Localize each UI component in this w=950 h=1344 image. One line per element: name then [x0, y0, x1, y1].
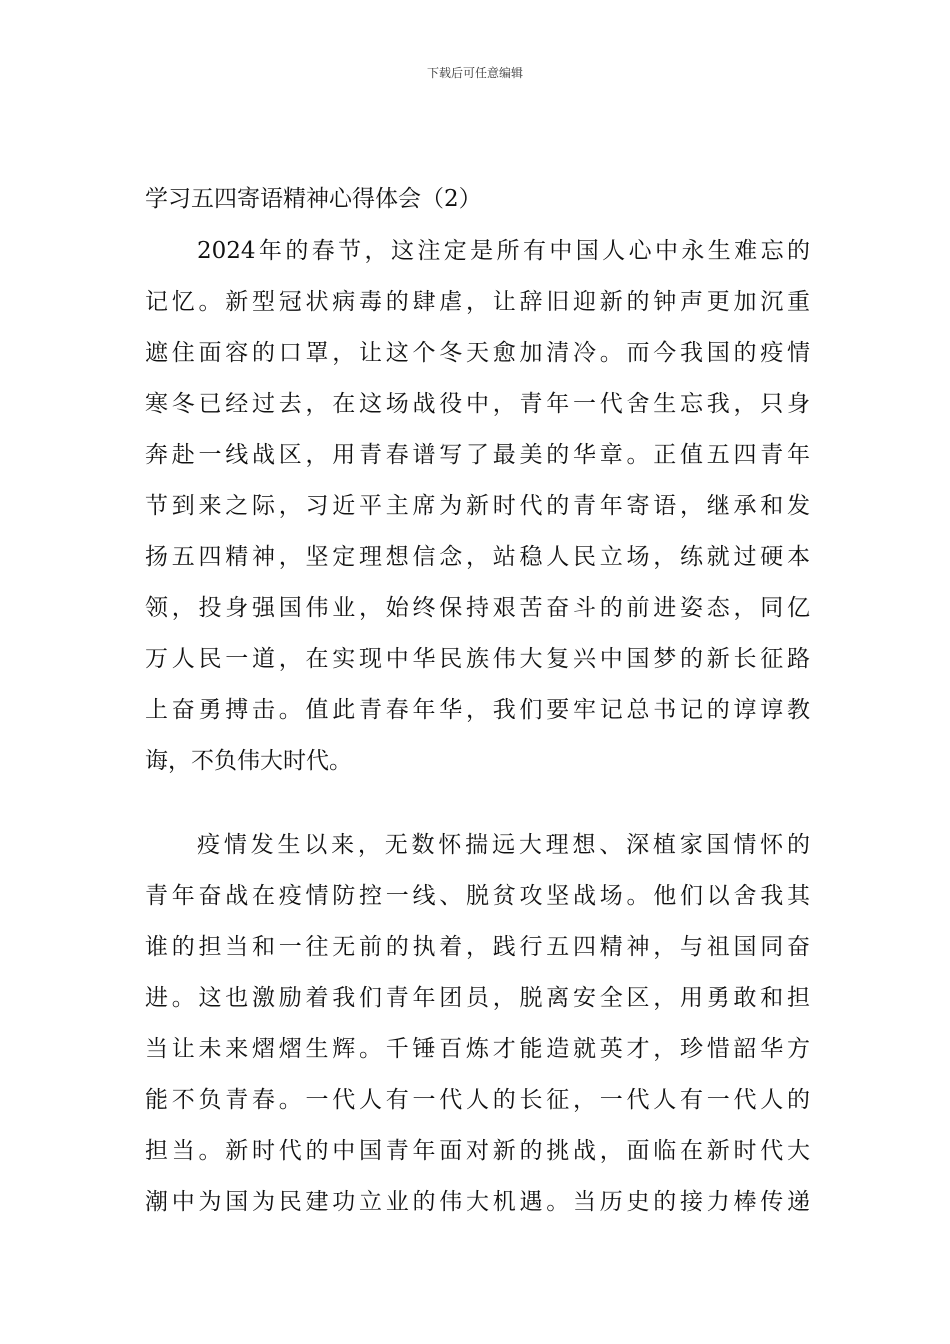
paragraph-line: 遮住面容的口罩，让这个冬天愈加清冷。而今我国的疫情: [145, 340, 810, 366]
paragraph-line: 寒冬已经过去，在这场战役中，青年一代舍生忘我，只身: [145, 391, 810, 417]
document-title: 学习五四寄语精神心得体会（2）: [145, 186, 482, 212]
paragraph-line: 能不负青春。一代人有一代人的长征，一代人有一代人的: [145, 1087, 810, 1113]
paragraph-line: 担当。新时代的中国青年面对新的挑战，面临在新时代大: [145, 1138, 810, 1164]
paragraph-line: 节到来之际，习近平主席为新时代的青年寄语，继承和发: [145, 493, 810, 519]
page-header: 下载后可任意编辑: [426, 66, 523, 80]
paragraph-line: 扬五四精神，坚定理想信念，站稳人民立场，练就过硬本: [145, 544, 810, 570]
paragraph-line: 当让未来熠熠生辉。千锤百炼才能造就英才，珍惜韶华方: [145, 1036, 810, 1062]
paragraph-line: 进。这也激励着我们青年团员，脱离安全区，用勇敢和担: [145, 985, 810, 1011]
paragraph-line: 上奋勇搏击。值此青春年华，我们要牢记总书记的谆谆教: [145, 697, 810, 723]
paragraph-line: 疫情发生以来，无数怀揣远大理想、深植家国情怀的: [197, 832, 810, 858]
paragraph-line: 2024年的春节，这注定是所有中国人心中永生难忘的: [197, 238, 810, 264]
paragraph-line: 奔赴一线战区，用青春谱写了最美的华章。正值五四青年: [145, 442, 810, 468]
paragraph-line: 万人民一道，在实现中华民族伟大复兴中国梦的新长征路: [145, 646, 810, 672]
paragraph-line: 诲，不负伟大时代。: [145, 748, 352, 774]
paragraph-1: [145, 226, 810, 787]
paragraph-line: 领，投身强国伟业，始终保持艰苦奋斗的前进姿态，同亿: [145, 595, 810, 621]
paragraph-line: 谁的担当和一往无前的执着，践行五四精神，与祖国同奋: [145, 934, 810, 960]
paragraph-line: 青年奋战在疫情防控一线、脱贫攻坚战场。他们以舍我其: [145, 883, 810, 909]
paragraph-2: [145, 820, 810, 1228]
paragraph-line: 潮中为国为民建功立业的伟大机遇。当历史的接力棒传递: [145, 1189, 810, 1215]
paragraph-line: 记忆。新型冠状病毒的肆虐，让辞旧迎新的钟声更加沉重: [145, 289, 810, 315]
